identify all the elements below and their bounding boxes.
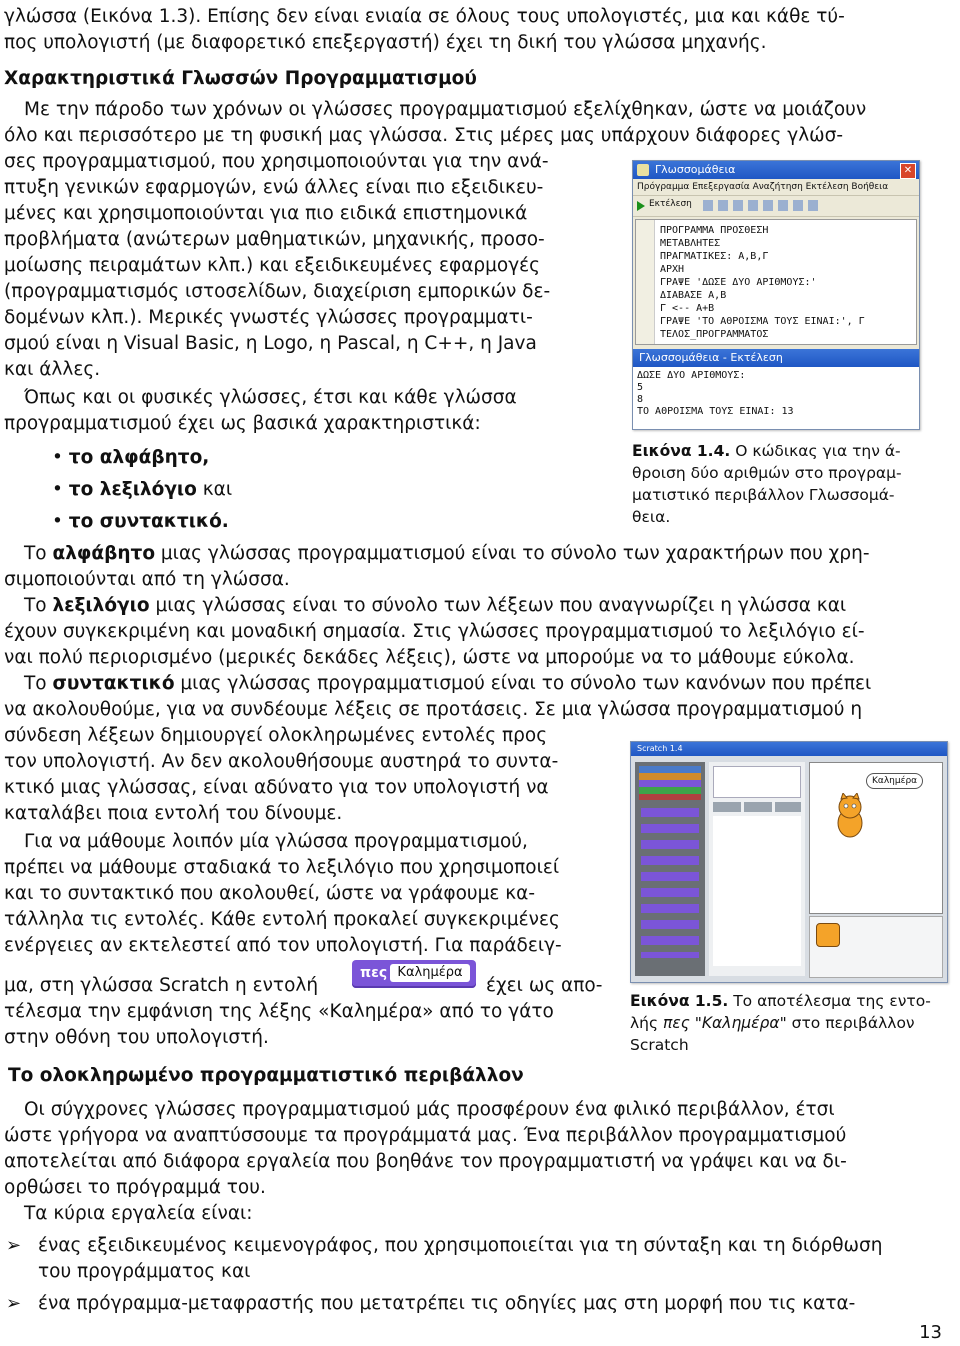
text-line: τέλεσμα την εμφάνιση της λέξης «Καλημέρα» από το γάτο bbox=[4, 1001, 554, 1022]
output-line: ΤΟ ΑΘΡΟΙΣΜΑ ΤΟΥΣ ΕΙΝΑΙ: 13 bbox=[637, 406, 794, 417]
bullet-conjunction: και bbox=[202, 479, 233, 500]
code-editor bbox=[635, 219, 917, 345]
scratch-say-block bbox=[352, 960, 476, 988]
code-line: ΔΙΑΒΑΣΕ Α,Β bbox=[660, 290, 727, 301]
caption-command: πες "Καλημέρα" bbox=[663, 1014, 787, 1032]
text-span: Το bbox=[24, 595, 53, 616]
run-title: Γλωσσομάθεια - Εκτέλεση bbox=[639, 351, 783, 364]
bullet-alphabet: το αλφάβητο, bbox=[68, 447, 210, 468]
close-icon: ✕ bbox=[900, 163, 916, 179]
figure-label: Εικόνα 1.4. bbox=[632, 442, 731, 460]
text-line: στην οθόνη του υπολογιστή. bbox=[4, 1027, 269, 1048]
text-line: πρέπει να μάθουμε σταδιακά το λεξιλόγιο που χρησιμοποιεί bbox=[4, 857, 560, 878]
text-line: του προγράμματος και bbox=[38, 1261, 251, 1282]
code-line: ΠΡΟΓΡΑΜΜΑ ΠΡΟΣΘΕΣΗ bbox=[660, 225, 769, 236]
text-line bbox=[24, 671, 871, 697]
bullet-syntax: το συντακτικό. bbox=[68, 511, 229, 532]
category-buttons bbox=[639, 766, 701, 800]
editor-toolbar bbox=[633, 195, 919, 217]
page-number: 13 bbox=[919, 1322, 942, 1343]
editor-titlebar bbox=[633, 161, 919, 179]
text-span: Το bbox=[24, 543, 53, 564]
text-line: να ακολουθούμε, για να συνδέουμε λέξεις σε προτάσεις. Σε μια γλώσσα προγραμματισμού η bbox=[4, 699, 863, 720]
code-line: Γ <-- Α+Β bbox=[660, 303, 715, 314]
text-line: Για να μάθουμε λοιπόν μία γλώσσα προγραμματισμού, bbox=[24, 831, 528, 852]
code-line: ΓΡΑΨΕ 'ΔΩΣΕ ΔΥΟ ΑΡΙΘΜΟΥΣ:' bbox=[660, 277, 817, 288]
text-line: ορθώσει το πρόγραμμά του. bbox=[4, 1177, 266, 1198]
editor-title: Γλωσσομάθεια bbox=[655, 163, 736, 176]
text-line: πος υπολογιστή (με διαφορετικό επεξεργαστή) έχει τη δική του γλώσσα μηχανής. bbox=[4, 32, 767, 53]
text-span: Το bbox=[24, 673, 53, 694]
text-line: μένες και χρησιμοποιούνται για πιο ειδικά επιστημονικά bbox=[4, 203, 528, 224]
text-line: προβλήματα (ανώτερων μαθηματικών, μηχανικής, προσο- bbox=[4, 229, 545, 250]
text-line: γλώσσα (Εικόνα 1.3). Επίσης δεν είναι ενιαία σε όλους τους υπολογιστές, μια και κάθε τύ- bbox=[4, 6, 845, 27]
scratch-titlebar bbox=[631, 742, 947, 756]
text-line: ναι πολύ περιορισμένο (μερικές δεκάδες λέξεις), ώστε να μπορούμε να το μάθουμε εύκολα. bbox=[4, 647, 855, 668]
text-line: μα, στη γλώσσα Scratch η εντολή bbox=[4, 975, 319, 996]
bullet-vocabulary: το λεξιλόγιο bbox=[68, 479, 197, 500]
run-window bbox=[633, 349, 919, 429]
scratch-title: Scratch 1.4 bbox=[637, 744, 683, 753]
text-line: τάλληλα τις εντολές. Κάθε εντολή προκαλεί συγκεκριμένες bbox=[4, 909, 560, 930]
caption-line: θροιση δύο αριθμών στο προγραμ- bbox=[632, 464, 902, 482]
text-line: (προγραμματισμός ιστοσελίδων, διαχείριση εμπορικών δε- bbox=[4, 281, 551, 302]
code-line: ΠΡΑΓΜΑΤΙΚΕΣ: Α,Β,Γ bbox=[660, 251, 769, 262]
figure-caption bbox=[632, 440, 901, 462]
app-icon bbox=[637, 164, 649, 176]
output-line: 5 bbox=[637, 382, 644, 393]
text-span: στο περιβάλλον bbox=[786, 1014, 915, 1032]
text-line: ενέργειες αν εκτελεστεί από τον υπολογιστή. Για παράδειγ- bbox=[4, 935, 562, 956]
line-gutter bbox=[636, 220, 655, 344]
figure-scratch-screenshot bbox=[630, 741, 948, 983]
sprite-list bbox=[809, 916, 943, 978]
scratch-script-area bbox=[709, 762, 805, 976]
term-vocabulary: λεξιλόγιο bbox=[52, 595, 150, 616]
arrow-bullet-icon: ➢ bbox=[6, 1293, 22, 1314]
code-line: ΜΕΤΑΒΛΗΤΕΣ bbox=[660, 238, 721, 249]
text-line: ένα πρόγραμμα-μεταφραστής που μετατρέπει τις οδηγίες μας στη μορφή που τις κατα- bbox=[38, 1293, 856, 1314]
term-alphabet: αλφάβητο bbox=[52, 543, 156, 564]
caption-line bbox=[630, 1012, 915, 1034]
run-titlebar bbox=[633, 349, 919, 367]
sprite-info bbox=[713, 766, 801, 798]
text-span: μιας γλώσσας προγραμματισμού είναι το σύνολο των χαρακτήρων που χρη- bbox=[155, 543, 870, 564]
text-line: έχουν συγκεκριμένη και μοναδική σημασία. Στις γλώσσες προγραμματισμού το λεξιλόγιο εί- bbox=[4, 621, 865, 642]
text-line: και το συντακτικό που ακολουθεί, ώστε να γράφουμε κα- bbox=[4, 883, 536, 904]
text-line: σμού είναι η Visual Basic, η Logo, η Pascal, η C++, η Java bbox=[4, 333, 537, 354]
script-tabs bbox=[713, 802, 801, 812]
caption-line: ματιστικό περιβάλλον Γλωσσομά- bbox=[632, 486, 895, 504]
output-line: ΔΩΣΕ ΔΥΟ ΑΡΙΘΜΟΥΣ: bbox=[637, 370, 746, 381]
code-line: ΤΕΛΟΣ_ΠΡΟΓΡΑΜΜΑΤΟΣ bbox=[660, 329, 769, 340]
text-line: προγραμματισμού έχει ως βασικά χαρακτηριστικά: bbox=[4, 413, 481, 434]
scratch-stage bbox=[809, 762, 943, 914]
text-line: σύνδεση λέξεων δημιουργεί ολοκληρωμένες εντολές προς bbox=[4, 725, 548, 746]
text-line: δομένων κλπ.). Μερικές γνωστές γλώσσες προγραμματι- bbox=[4, 307, 533, 328]
scripts-canvas bbox=[713, 816, 801, 966]
text-line: όλο και περισσότερο με τη φυσική μας γλώσσα. Στις μέρες μας υπάρχουν διάφορες γλώσ- bbox=[4, 125, 844, 146]
bullet-item: • το συντακτικό. bbox=[52, 511, 229, 532]
text-line bbox=[24, 541, 870, 567]
text-line: αποτελείται από διάφορα εργαλεία που βοηθάνε τον προγραμματιστή να γράψει και να δι- bbox=[4, 1151, 847, 1172]
caption-line: θεια. bbox=[632, 508, 671, 526]
text-line: έχει ως απο- bbox=[486, 975, 603, 996]
term-syntax: συντακτικό bbox=[52, 673, 175, 694]
speech-bubble: Καλημέρα bbox=[866, 773, 923, 789]
text-line bbox=[24, 593, 846, 619]
text-line: Οι σύγχρονες γλώσσες προγραμματισμού μάς προσφέρουν ένα φιλικό περιβάλλον, έτσι bbox=[24, 1099, 835, 1120]
sprite-thumbnail bbox=[816, 923, 840, 947]
bullet-item: • το λεξιλόγιο και bbox=[52, 479, 233, 500]
code-line: ΑΡΧΗ bbox=[660, 264, 685, 275]
run-button-label: Εκτέλεση bbox=[649, 199, 692, 209]
toolbar-icons bbox=[703, 200, 823, 211]
text-line: Τα κύρια εργαλεία είναι: bbox=[24, 1203, 253, 1224]
arrow-bullet-icon: ➢ bbox=[6, 1235, 22, 1256]
run-icon bbox=[637, 201, 645, 211]
text-line: πτυξη γενικών εφαρμογών, ενώ άλλες είναι πιο εξειδικευ- bbox=[4, 177, 544, 198]
text-line: σιμοποιούνται από τη γλώσσα. bbox=[4, 569, 290, 590]
text-line: ένας εξειδικευμένος κειμενογράφος, που χρησιμοποιείται για τη σύνταξη και τη διόρθωση bbox=[38, 1235, 883, 1256]
text-line: Όπως και οι φυσικές γλώσσες, έτσι και κάθε γλώσσα bbox=[24, 387, 517, 408]
text-span: λής bbox=[630, 1014, 664, 1032]
section-heading: Το ολοκληρωμένο προγραμματιστικό περιβάλλον bbox=[8, 1065, 524, 1086]
section-heading: Χαρακτηριστικά Γλωσσών Προγραμματισμού bbox=[4, 68, 477, 89]
editor-menubar: Πρόγραμμα Επεξεργασία Αναζήτηση Εκτέλεση Βοήθεια bbox=[633, 179, 919, 195]
text-line: κτικό μιας γλώσσας, είναι αδύνατο για τον υπολογιστή να bbox=[4, 777, 549, 798]
caption-line: Το αποτέλεσμα της εντο- bbox=[733, 992, 931, 1010]
bullet-item: • το αλφάβητο, bbox=[52, 447, 210, 468]
code-line: ΓΡΑΨΕ 'ΤΟ ΑΘΡΟΙΣΜΑ ΤΟΥΣ ΕΙΝΑΙ:', Γ bbox=[660, 316, 865, 327]
text-line: Με την πάροδο των χρόνων οι γλώσσες προγραμματισμού εξελίχθηκαν, ώστε να μοιάζουν bbox=[24, 99, 867, 120]
say-label: πες bbox=[360, 965, 388, 981]
text-line: ώστε γρήγορα να αναπτύσσουμε τα προγράμματά μας. Ένα περιβάλλον προγραμματισμού bbox=[4, 1125, 847, 1146]
text-line: μοίωσης πειραμάτων κλπ.) και εξειδικευμένες εφαρμογές bbox=[4, 255, 541, 276]
figure-glossomatheia-screenshot bbox=[632, 160, 920, 430]
text-line: και άλλες. bbox=[4, 359, 101, 380]
scratch-cat-sprite bbox=[830, 793, 870, 839]
scratch-blocks-palette bbox=[635, 762, 705, 976]
caption-line: Ο κώδικας για την ά- bbox=[735, 442, 901, 460]
say-text-field: Καλημέρα bbox=[390, 964, 470, 982]
palette-blocks bbox=[641, 808, 699, 958]
caption-line: Scratch bbox=[630, 1036, 689, 1054]
text-line: καταλάβει ποια εντολή του δίνουμε. bbox=[4, 803, 343, 824]
text-line: τον υπολογιστή. Αν δεν ακολουθήσουμε αυστηρά το συντα- bbox=[4, 751, 559, 772]
text-span: μιας γλώσσας προγραμματισμού είναι το σύνολο των κανόνων που πρέπει bbox=[174, 673, 872, 694]
output-line: 8 bbox=[637, 394, 644, 405]
text-span: μιας γλώσσας είναι το σύνολο των λέξεων που αναγνωρίζει η γλώσσα και bbox=[149, 595, 847, 616]
figure-label: Εικόνα 1.5. bbox=[630, 992, 729, 1010]
text-line: σες προγραμματισμού, που χρησιμοποιούνται για την ανά- bbox=[4, 151, 549, 172]
figure-caption bbox=[630, 990, 931, 1012]
